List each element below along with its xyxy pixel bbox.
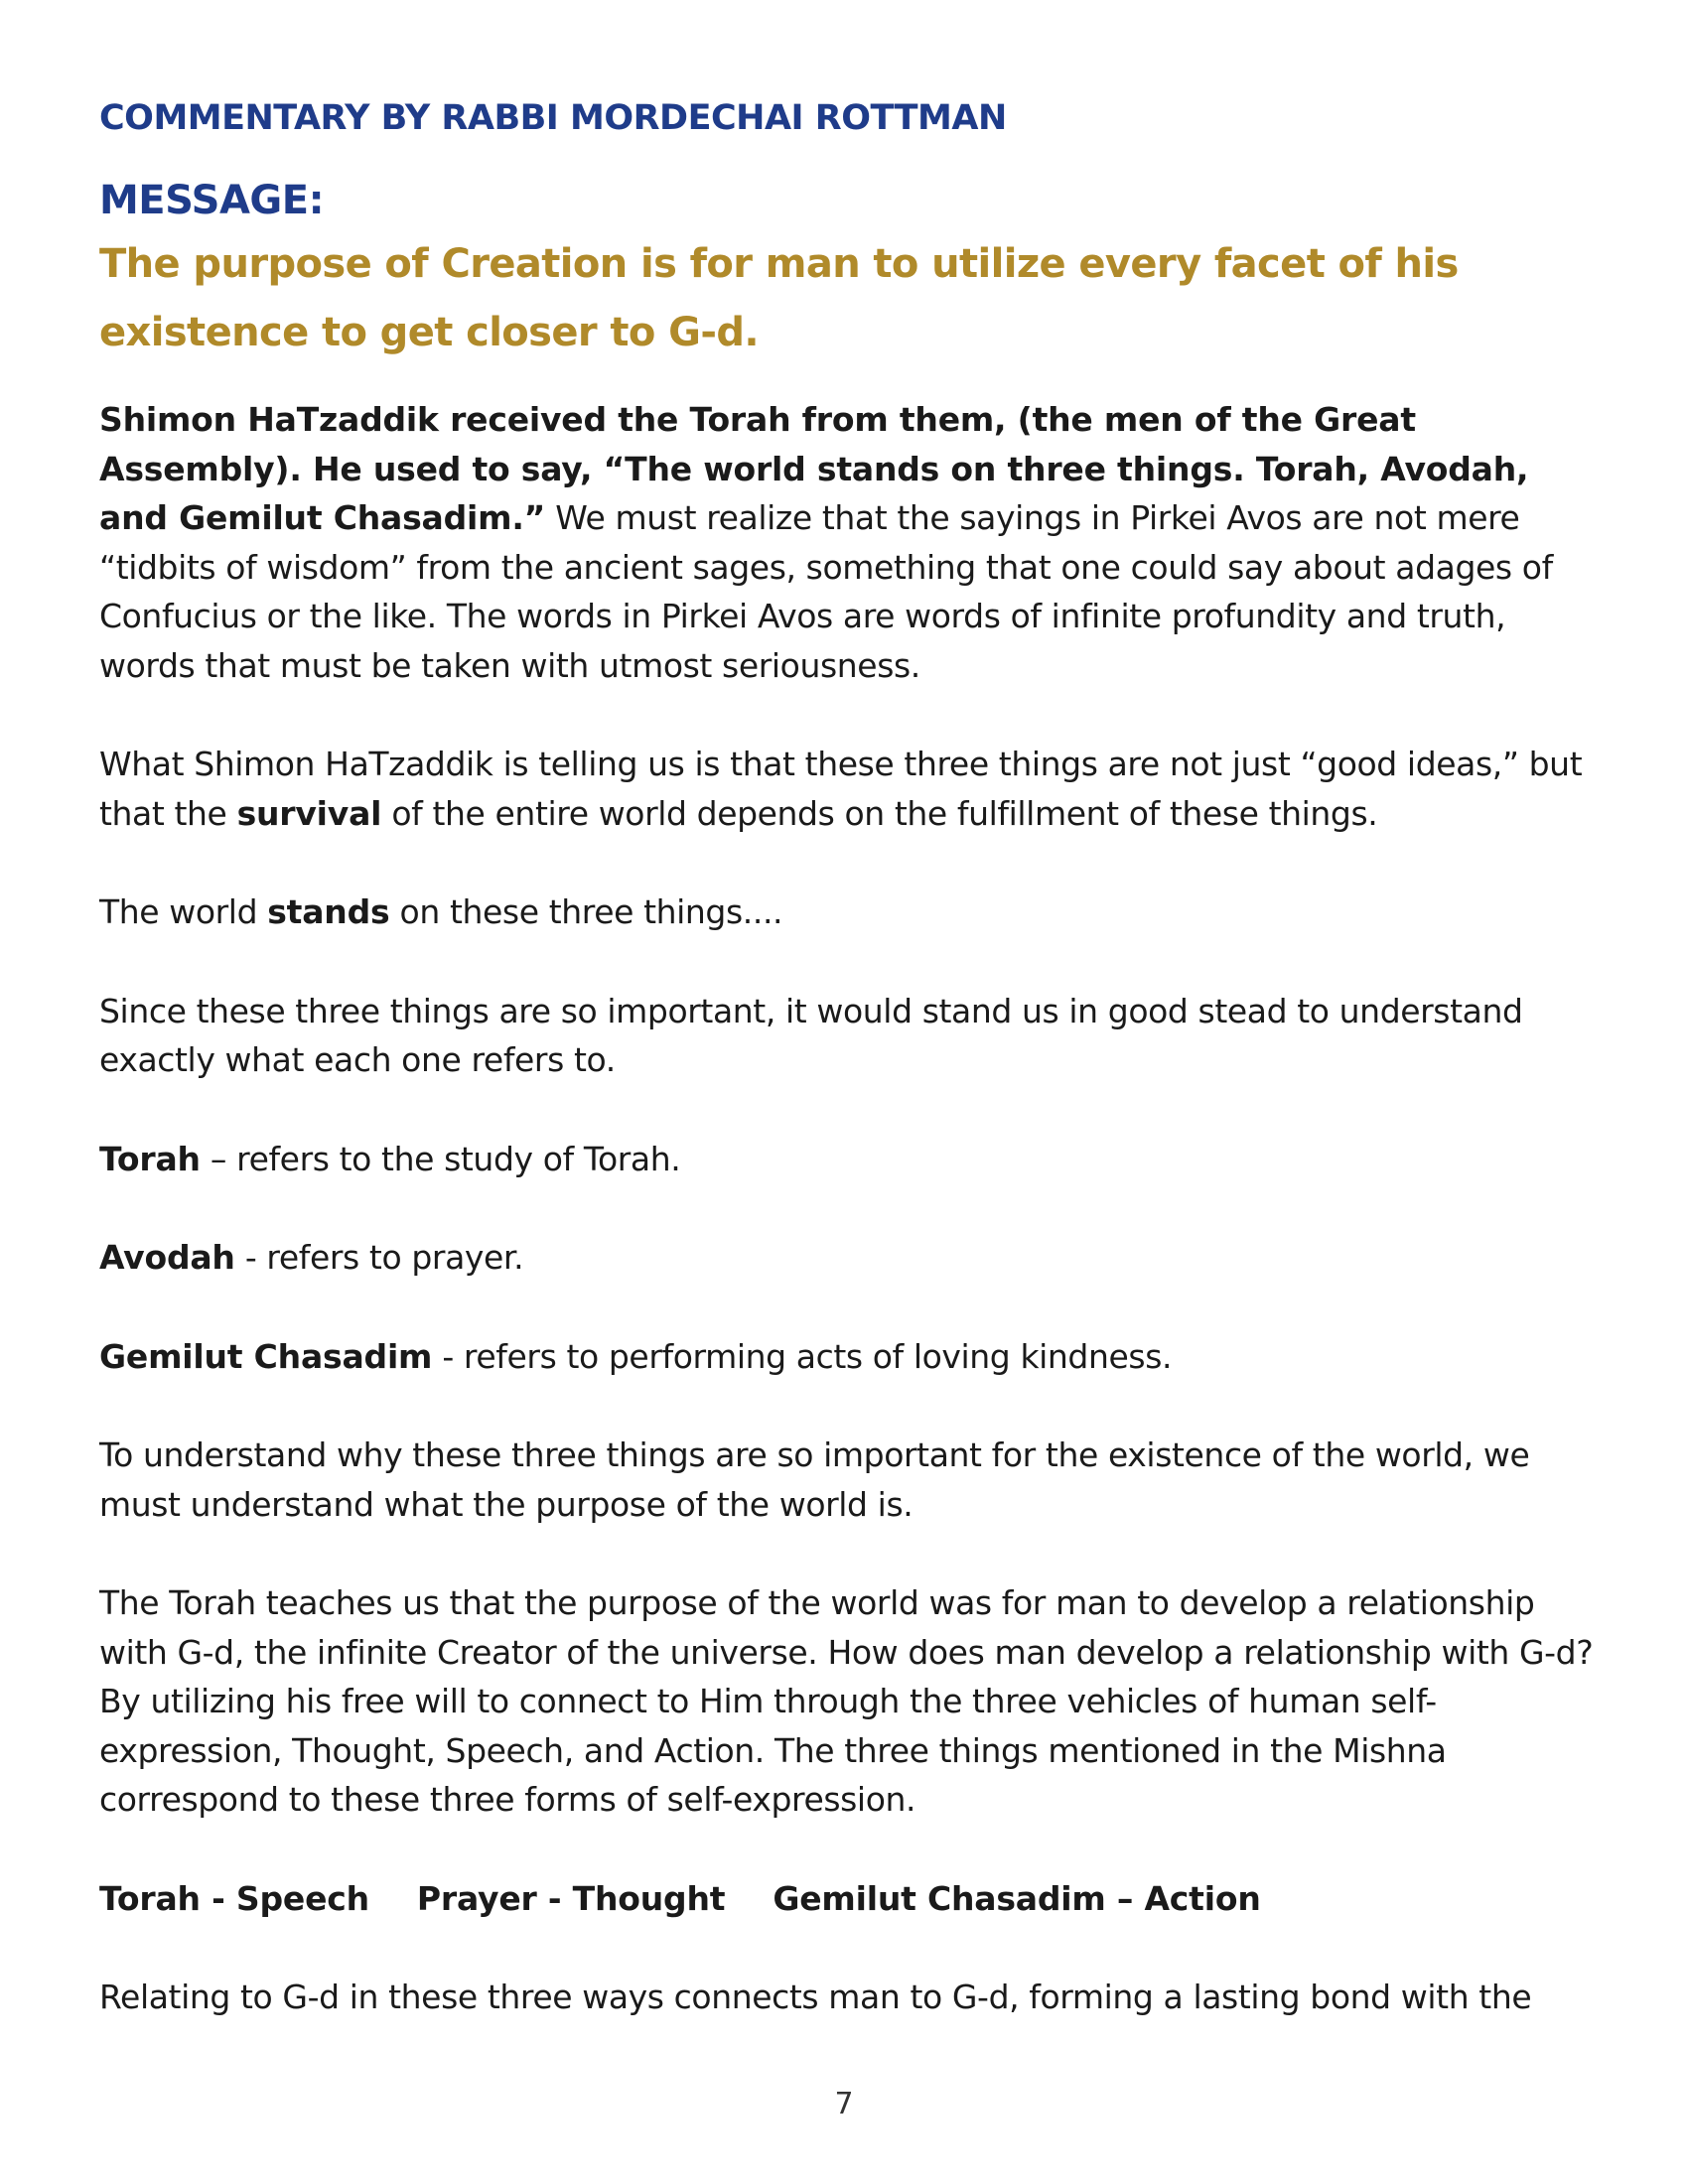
triad-prayer-thought: Prayer - Thought	[416, 1878, 726, 1918]
definition-term: Avodah	[99, 1238, 235, 1277]
page-content	[99, 97, 1599, 2022]
mishna-quote: Shimon HaTzaddik received the Torah from them, (the men of the Great Assembly). He used to say, “The world stands on three things. Torah, Avodah, and Gemilut Chasadim.”	[99, 400, 1529, 537]
triad-gemilut-action: Gemilut Chasadim – Action	[773, 1878, 1261, 1918]
definition-text: - refers to performing acts of loving kindness.	[432, 1336, 1173, 1376]
definition-avodah	[99, 1233, 1599, 1283]
definition-text: – refers to the study of Torah.	[200, 1139, 681, 1178]
closing-paragraph: Relating to G-d in these three ways connects man to G-d, forming a lasting bond with the	[99, 1978, 1532, 2016]
stands-text-b: on these three things....	[389, 892, 783, 931]
commentary-header: COMMENTARY BY RABBI MORDECHAI ROTTMAN	[99, 98, 1007, 138]
purpose-explanation-paragraph: The Torah teaches us that the purpose of the world was for man to develop a relationship with G-d, the infinite Creator of the universe. How does man develop a relationship with G-d? By utilizing his free will to connect to Him through the three vehicles of human self-expression, Thought, Speech, and Action. The three things mentioned in the Mishna correspond to these three forms of self-expression.	[99, 1583, 1594, 1819]
definition-torah	[99, 1135, 1599, 1184]
survival-text-a: What Shimon HaTzaddik is telling us is that these three things are not just “good ideas,” but that the	[99, 745, 1583, 833]
message-text: The purpose of Creation is for man to utilize every facet of his existence to get closer to G-d.	[99, 241, 1459, 355]
survival-emphasis: survival	[236, 793, 382, 833]
intro-text: We must realize that the sayings in Pirkei Avos are not mere “tidbits of wisdom” from the ancient sages, something that one could say about adages of Confucius or the like. The words in Pirkei Avos are words of infinite profundity and truth, words that must be taken with utmost seriousness.	[99, 498, 1553, 685]
survival-text-b: of the entire world depends on the fulfillment of these things.	[381, 793, 1378, 833]
stands-emphasis: stands	[267, 892, 390, 931]
stands-text-a: The world	[99, 892, 268, 931]
three-forms-line	[99, 1874, 1599, 1924]
survival-paragraph	[99, 740, 1599, 838]
stands-paragraph	[99, 887, 1599, 937]
definition-term: Torah	[99, 1139, 201, 1178]
purpose-question-paragraph: To understand why these three things are so important for the existence of the world, we must understand what the purpose of the world is.	[99, 1435, 1530, 1524]
message-label: MESSAGE:	[99, 178, 325, 223]
triad-torah-speech: Torah - Speech	[99, 1878, 369, 1918]
definition-gemilut-chasadim	[99, 1332, 1599, 1382]
importance-paragraph: Since these three things are so important, it would stand us in good stead to understand exactly what each one refers to.	[99, 991, 1523, 1079]
page-number: 7	[834, 2087, 854, 2121]
definition-term: Gemilut Chasadim	[99, 1336, 433, 1376]
intro-paragraph	[99, 395, 1599, 690]
definition-text: - refers to prayer.	[234, 1238, 524, 1277]
